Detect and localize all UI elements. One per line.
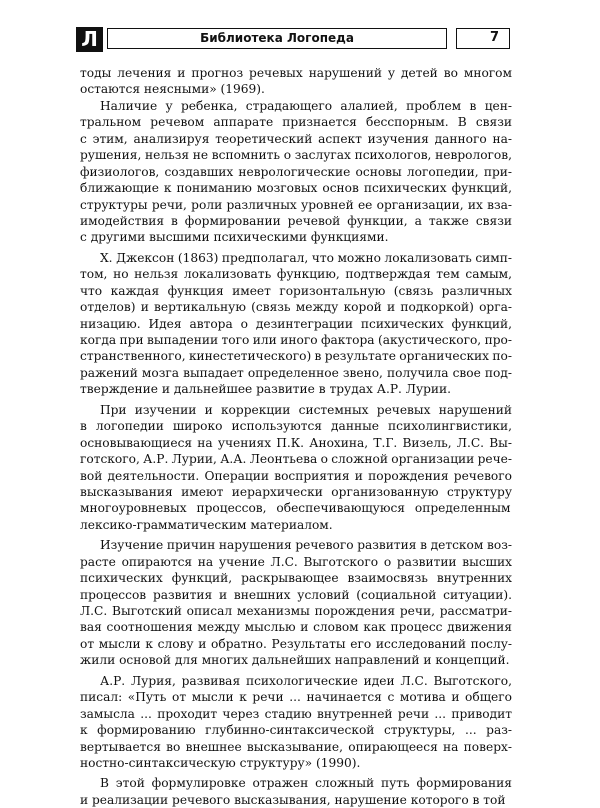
text-line: При изучении и коррекции системных речевых нарушений bbox=[100, 402, 512, 417]
paragraph bbox=[80, 537, 512, 669]
paragraph bbox=[80, 98, 512, 246]
text-line: лексико-грамматическим материалом. bbox=[80, 517, 333, 532]
text-line: психических функций, раскрывающее взаимосвязь внутренних bbox=[80, 571, 512, 586]
text-line: с другими высшими психическими функциями. bbox=[80, 230, 389, 245]
text-line: А.Р. Лурия, развивая психологические идеи Л.С. Выготского, bbox=[100, 673, 512, 688]
text-line: с этим, анализируя теоретический аспект изучения данного на- bbox=[80, 131, 512, 146]
text-line: том, но нельзя локализовать функцию, подтверждая тем самым, bbox=[80, 267, 512, 282]
text-line: имодействия в формировании речевой функции, а также связи bbox=[80, 213, 512, 228]
text-line: писал: «Путь от мысли к речи ... начинается с мотива и общего bbox=[80, 690, 512, 705]
text-line: к формированию глубинно-синтаксической структуры, ... раз- bbox=[80, 723, 512, 738]
page-number: 7 bbox=[456, 28, 510, 49]
text-line: странственного, кинестетического) в результате органических по- bbox=[80, 349, 512, 364]
text-line: вой деятельности. Операции восприятия и порождения речевого bbox=[80, 468, 512, 483]
body-text bbox=[80, 65, 512, 808]
text-line: В этой формулировке отражен сложный путь формирования bbox=[100, 776, 512, 791]
text-line: жили основой для многих дальнейших направлений и концепций. bbox=[80, 653, 510, 668]
text-line: в логопедии широко используются данные психолингвистики, bbox=[80, 419, 512, 434]
running-header bbox=[76, 27, 510, 52]
text-line: что каждая функция имеет горизонтальную (связь различных bbox=[80, 283, 512, 298]
series-logo: Л bbox=[76, 27, 103, 52]
text-line: остаются неясными» (1969). bbox=[80, 82, 265, 97]
series-title: Библиотека Логопеда bbox=[107, 28, 447, 49]
paragraph bbox=[80, 250, 512, 398]
text-line: тральном речевом аппарате признается бесспорным. В связи bbox=[80, 115, 512, 130]
text-line: вая соотношения между мыслью и словом как процесс движения bbox=[80, 620, 512, 635]
paragraph bbox=[80, 65, 512, 98]
text-line: готского, А.Р. Лурии, А.А. Леонтьева о сложной организации рече- bbox=[80, 452, 512, 467]
text-line: физиологов, создавших неврологические основы логопедии, при- bbox=[80, 164, 512, 179]
text-line: и реализации речевого высказывания, нарушение которого в той bbox=[80, 792, 506, 807]
text-line: вертывается во внешнее высказывание, опирающееся на поверх- bbox=[80, 739, 512, 754]
text-line: основывающиеся на учениях П.К. Анохина, Т.Г. Визель, Л.С. Вы- bbox=[80, 435, 512, 450]
text-line: Х. Джексон (1863) предполагал, что можно локализовать симп- bbox=[100, 250, 512, 265]
text-line: когда при выпадении того или иного фактора (акустического, про- bbox=[80, 333, 512, 347]
text-line: высказывания имеют иерархически организованную структуру bbox=[80, 484, 512, 499]
text-line: от мысли к слову и обратно. Результаты его исследований послу- bbox=[80, 636, 512, 651]
text-line: низацию. Идея автора о дезинтеграции психических функций, bbox=[80, 316, 512, 331]
text-line: тоды лечения и прогноз речевых нарушений у детей во многом bbox=[80, 66, 512, 80]
paragraph bbox=[80, 402, 512, 534]
paragraph bbox=[80, 673, 512, 772]
text-line: ностно-синтаксическую структуру» (1990). bbox=[80, 755, 361, 770]
text-line: Изучение причин нарушения речевого развития в детском воз- bbox=[100, 538, 512, 553]
paragraph bbox=[80, 775, 512, 808]
text-line: рушения, нельзя не вспомнить о заслугах психологов, неврологов, bbox=[80, 148, 512, 163]
text-line: тверждение и дальнейшее развитие в трудах А.Р. Лурии. bbox=[80, 382, 452, 397]
text-line: Л.С. Выготский описал механизмы порождения речи, рассматри- bbox=[80, 604, 512, 618]
text-line: процессов развития и внешних условий (социальной ситуации). bbox=[80, 587, 512, 602]
text-line: расте опираются на учение Л.С. Выготского о развитии высших bbox=[80, 554, 512, 569]
text-line: ражений мозга выпадает определенное звено, получила свое под- bbox=[80, 365, 512, 380]
text-line: многоуровневых процессов, обеспечивающуюся определенным bbox=[80, 501, 511, 516]
text-line: ближающие к пониманию мозговых основ психических функций, bbox=[80, 181, 512, 196]
text-line: замысла ... проходит через стадию внутренней речи ... приводит bbox=[80, 706, 512, 721]
text-line: отделов) и вертикальную (связь между корой и подкоркой) орга- bbox=[80, 300, 512, 315]
text-line: Наличие у ребенка, страдающего алалией, проблем в цен- bbox=[100, 98, 512, 113]
text-line: структуры речи, роли различных уровней ее организации, их вза- bbox=[80, 197, 512, 212]
